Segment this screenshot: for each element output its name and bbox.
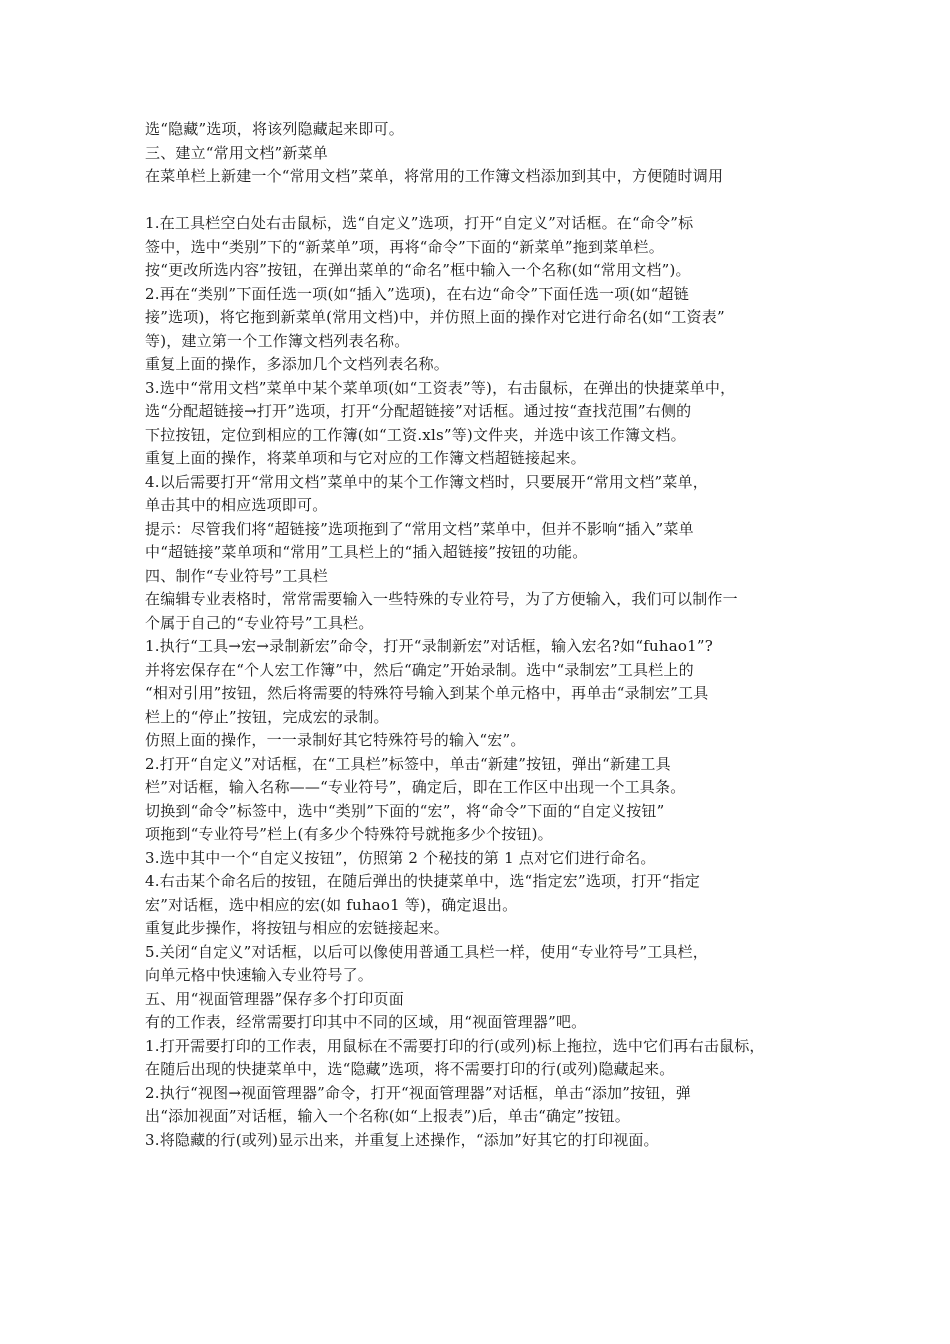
text-line: 选“隐藏”选项，将该列隐藏起来即可。 xyxy=(145,120,404,138)
text-line: 在随后出现的快捷菜单中，选“隐藏”选项，将不需要打印的行(或列)隐藏起来。 xyxy=(145,1060,675,1078)
paragraph xyxy=(145,259,815,283)
text-line: 1.执行“工具→宏→录制新宏”命令，打开“录制新宏”对话框，输入宏名?如“fuhao1”? xyxy=(145,637,713,655)
paragraph xyxy=(145,142,815,166)
text-line: 3.将隐藏的行(或列)显示出来，并重复上述操作，“添加”好其它的打印视面。 xyxy=(145,1130,659,1149)
text-line: 在菜单栏上新建一个“常用文档”菜单，将常用的工作簿文档添加到其中，方便随时调用 xyxy=(145,167,724,185)
text-line: 三、建立“常用文档”新菜单 xyxy=(145,143,328,162)
text-line: 重复上面的操作，将菜单项和与它对应的工作簿文档超链接起来。 xyxy=(145,449,586,467)
text-line: 签中，选中“类别”下的“新菜单”项，再将“命令”下面的“新菜单”拖到菜单栏。 xyxy=(145,237,664,256)
text-line: 个属于自己的“专业符号”工具栏。 xyxy=(145,613,374,632)
paragraph xyxy=(145,447,815,471)
text-line: 向单元格中快速输入专业符号了。 xyxy=(145,966,374,984)
paragraph xyxy=(145,471,815,518)
text-line: 重复此步操作，将按钮与相应的宏链接起来。 xyxy=(145,919,450,937)
text-line: 2.打开“自定义”对话框，在“工具栏”标签中，单击“新建”按钮，弹出“新建工具 xyxy=(145,754,671,773)
text-line: 1.打开需要打印的工作表，用鼠标在不需要打印的行(或列)标上拖拉，选中它们再右击鼠标， xyxy=(145,1036,765,1055)
text-line: 重复上面的操作，多添加几个文档列表名称。 xyxy=(145,355,450,373)
paragraph xyxy=(145,753,815,800)
paragraph xyxy=(145,870,815,917)
paragraph xyxy=(145,518,815,565)
text-line: 2.再在“类别”下面任选一项(如“插入”选项)，在右边“命令”下面任选一项(如“超链 xyxy=(145,284,689,303)
text-line: 提示：尽管我们将“超链接”选项拖到了“常用文档”菜单中，但并不影响“插入”菜单 xyxy=(145,519,694,538)
text-line: 4.以后需要打开“常用文档”菜单中的某个工作簿文档时，只要展开“常用文档”菜单， xyxy=(145,472,708,491)
paragraph xyxy=(145,988,815,1012)
text-line: 在编辑专业表格时，常常需要输入一些特殊的专业符号，为了方便输入，我们可以制作一 xyxy=(145,590,738,608)
paragraph xyxy=(145,377,815,448)
text-line: 四、制作“专业符号”工具栏 xyxy=(145,566,328,585)
paragraph xyxy=(145,353,815,377)
paragraph xyxy=(145,165,815,189)
paragraph xyxy=(145,1035,815,1082)
text-line: 下拉按钮，定位到相应的工作簿(如“工资.xls”等)文件夹，并选中该工作簿文档。 xyxy=(145,425,686,444)
text-line: 1.在工具栏空白处右击鼠标，选“自定义”选项，打开“自定义”对话框。在“命令”标 xyxy=(145,214,694,232)
text-line: 仿照上面的操作，一一录制好其它特殊符号的输入“宏”。 xyxy=(145,731,526,749)
text-line: 5.关闭“自定义”对话框，以后可以像使用普通工具栏一样，使用“专业符号”工具栏， xyxy=(145,942,708,961)
blank-line xyxy=(145,189,815,213)
text-line: 出“添加视面”对话框，输入一个名称(如“上报表”)后，单击“确定”按钮。 xyxy=(145,1107,630,1125)
paragraph xyxy=(145,565,815,589)
paragraph xyxy=(145,729,815,753)
paragraph xyxy=(145,588,815,635)
paragraph xyxy=(145,847,815,871)
paragraph xyxy=(145,635,815,729)
text-line: 五、用“视面管理器”保存多个打印页面 xyxy=(145,989,404,1008)
text-line: 3.选中其中一个“自定义按钮”，仿照第 2 个秘技的第 1 点对它们进行命名。 xyxy=(145,848,656,867)
text-line: 栏”对话框，输入名称——“专业符号”，确定后，即在工作区中出现一个工具条。 xyxy=(145,778,686,796)
paragraph xyxy=(145,1129,815,1153)
document-body xyxy=(145,118,815,1152)
text-line: 切换到“命令”标签中，选中“类别”下面的“宏”，将“命令”下面的“自定义按钮” xyxy=(145,801,665,820)
text-line: 项拖到“专业符号”栏上(有多少个特殊符号就拖多少个按钮)。 xyxy=(145,825,553,843)
text-line: 有的工作表，经常需要打印其中不同的区域，用“视面管理器”吧。 xyxy=(145,1013,587,1031)
paragraph xyxy=(145,917,815,941)
paragraph xyxy=(145,1011,815,1035)
text-line: 栏上的“停止”按钮，完成宏的录制。 xyxy=(145,707,389,726)
paragraph xyxy=(145,800,815,847)
paragraph xyxy=(145,283,815,354)
paragraph xyxy=(145,941,815,988)
text-line: 并将宏保存在“个人宏工作簿”中，然后“确定”开始录制。选中“录制宏”工具栏上的 xyxy=(145,660,694,679)
text-line: 3.选中“常用文档”菜单中某个菜单项(如“工资表”等)，右击鼠标，在弹出的快捷菜单中， xyxy=(145,378,736,397)
paragraph xyxy=(145,1082,815,1129)
text-line: 2.执行“视图→视面管理器”命令，打开“视面管理器”对话框，单击“添加”按钮，弹 xyxy=(145,1083,691,1102)
text-line: 中“超链接”菜单项和“常用”工具栏上的“插入超链接”按钮的功能。 xyxy=(145,543,588,561)
text-line: “相对引用”按钮，然后将需要的特殊符号输入到某个单元格中，再单击“录制宏”工具 xyxy=(145,684,709,702)
text-line: 按“更改所选内容”按钮，在弹出菜单的“命名”框中输入一个名称(如“常用文档”)。 xyxy=(145,261,691,279)
paragraph xyxy=(145,118,815,142)
text-line: 等)，建立第一个工作簿文档列表名称。 xyxy=(145,331,410,350)
text-line: 选“分配超链接→打开”选项，打开“分配超链接”对话框。通过按“查找范围”右侧的 xyxy=(145,402,692,420)
text-line: 宏”对话框，选中相应的宏(如 fuhao1 等)，确定退出。 xyxy=(145,895,518,914)
paragraph xyxy=(145,212,815,259)
text-line: 接”选项)，将它拖到新菜单(常用文档)中，并仿照上面的操作对它进行命名(如“工资表” xyxy=(145,308,725,326)
text-line: 4.右击某个命名后的按钮，在随后弹出的快捷菜单中，选“指定宏”选项，打开“指定 xyxy=(145,872,701,890)
text-line: 单击其中的相应选项即可。 xyxy=(145,496,328,514)
